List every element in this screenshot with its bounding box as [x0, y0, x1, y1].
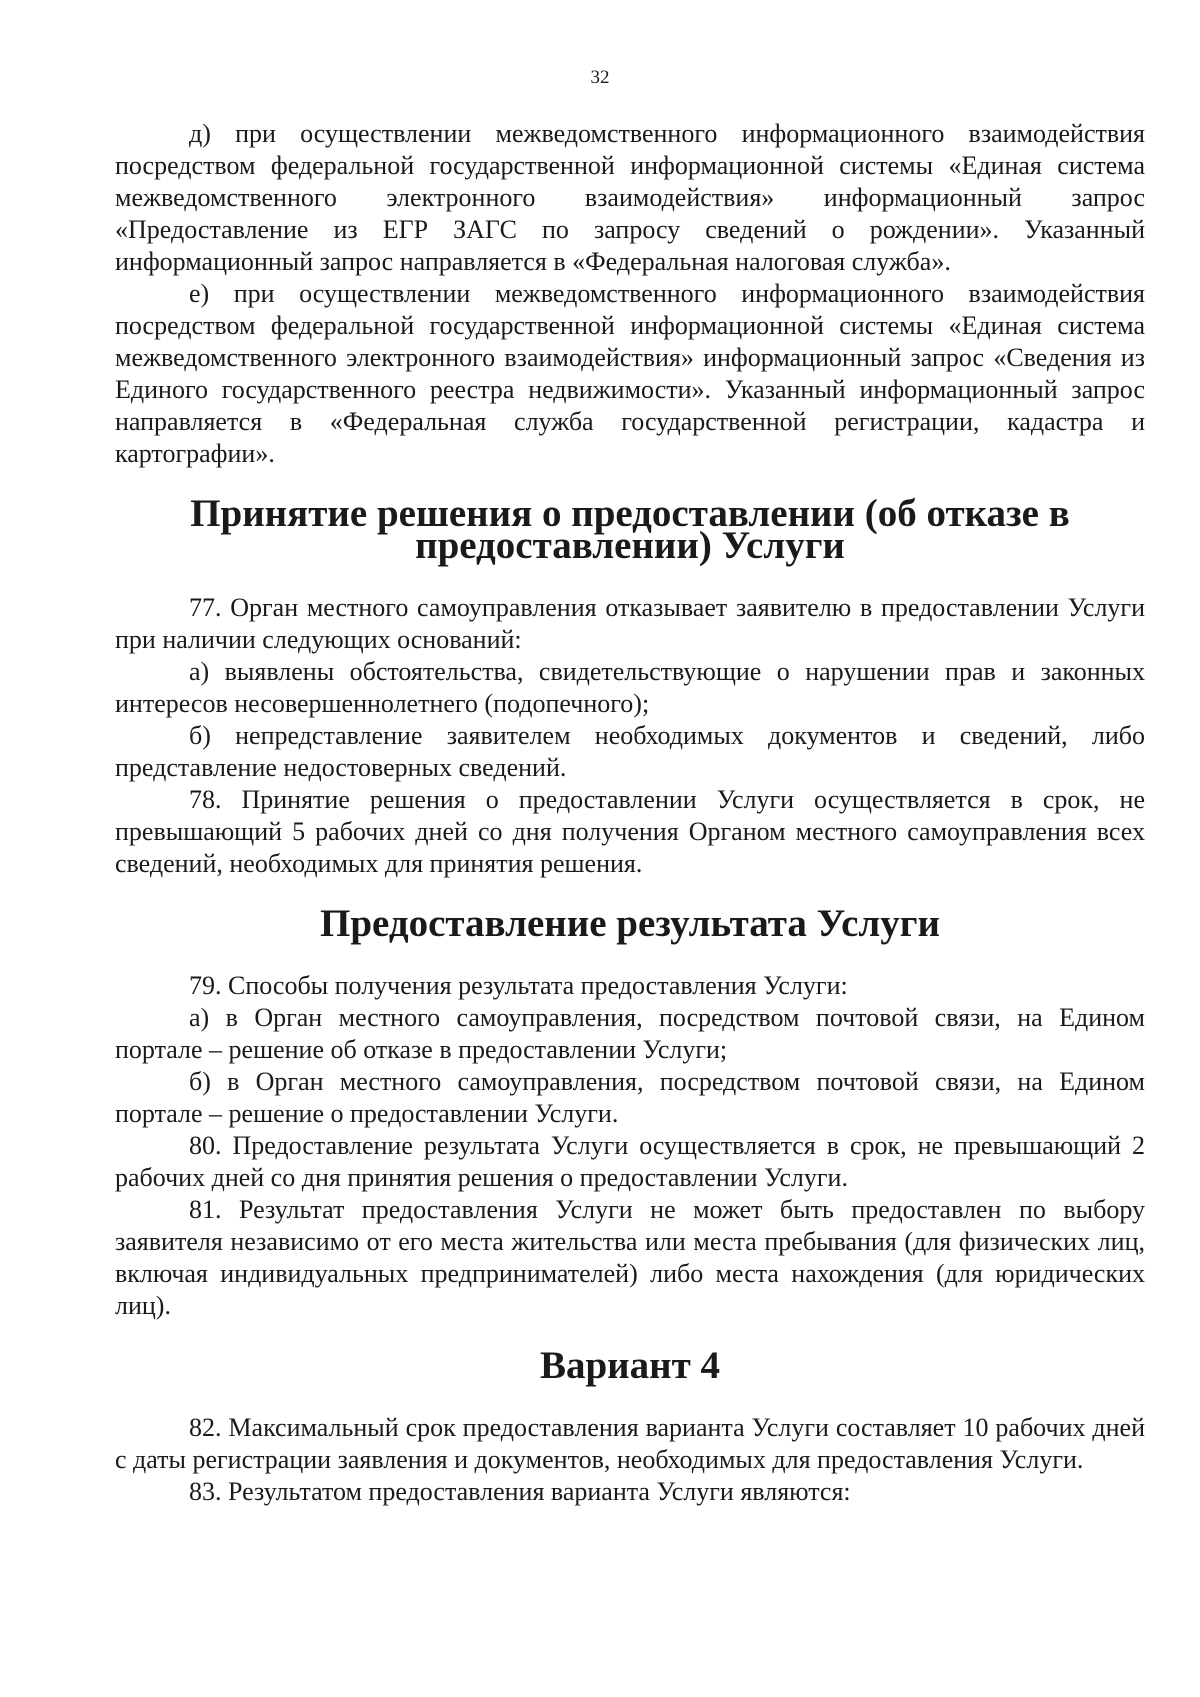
paragraph-82: 82. Максимальный срок предоставления варианта Услуги составляет 10 рабочих дней с даты регистрации заявления и документов, необходимых для предоставления Услуги.: [115, 1413, 1145, 1474]
section-heading-result: Предоставление результата Услуги: [320, 902, 940, 945]
paragraph-77-a: а) выявлены обстоятельства, свидетельствующие о нарушении прав и законных интересов несовершеннолетнего (подопечного);: [115, 657, 1145, 718]
paragraph-81: 81. Результат предоставления Услуги не может быть предоставлен по выбору заявителя независимо от его места жительства или места пребывания (для физических лиц, включая индивидуальных предпринимателей) либо места нахождения (для юридических лиц).: [115, 1195, 1145, 1320]
paragraph-78: 78. Принятие решения о предоставлении Услуги осуществляется в срок, не превышающий 5 рабочих дней со дня получения Органом местного самоуправления всех сведений, необходимых для принятия решения.: [115, 785, 1145, 878]
document-body: [115, 118, 1145, 1508]
paragraph-79-b: б) в Орган местного самоуправления, посредством почтовой связи, на Едином портале – решение о предоставлении Услуги.: [115, 1067, 1145, 1128]
section-heading-decision: Принятие решения о предоставлении (об отказе в предоставлении) Услуги: [190, 492, 1070, 567]
paragraph-item-e: е) при осуществлении межведомственного информационного взаимодействия посредством федеральной государственной информационной системы «Единая система межведомственного электронного взаимодействия» информационный запрос «Сведения из Единого государственного реестра недвижимости». Указанный информационный запрос направляется в «Федеральная служба государственной регистрации, кадастра и картографии».: [115, 279, 1145, 468]
paragraph-83: 83. Результатом предоставления варианта Услуги являются:: [189, 1477, 851, 1506]
paragraph-79: 79. Способы получения результата предоставления Услуги:: [189, 971, 848, 1000]
paragraph-item-d: д) при осуществлении межведомственного информационного взаимодействия посредством федеральной государственной информационной системы «Единая система межведомственного электронного взаимодействия» информационный запрос «Предоставление из ЕГР ЗАГС по запросу сведений о рождении». Указанный информационный запрос направляется в «Федеральная налоговая служба».: [115, 119, 1145, 276]
paragraph-79-a: а) в Орган местного самоуправления, посредством почтовой связи, на Едином портале – решение об отказе в предоставлении Услуги;: [115, 1003, 1145, 1064]
page-number: 32: [590, 67, 610, 88]
paragraph-77: 77. Орган местного самоуправления отказывает заявителю в предоставлении Услуги при наличии следующих оснований:: [115, 593, 1145, 654]
paragraph-80: 80. Предоставление результата Услуги осуществляется в срок, не превышающий 2 рабочих дней со дня принятия решения о предоставлении Услуги.: [115, 1131, 1145, 1192]
paragraph-77-b: б) непредставление заявителем необходимых документов и сведений, либо представление недостоверных сведений.: [115, 721, 1145, 782]
section-heading-variant-4: Вариант 4: [539, 1344, 721, 1387]
